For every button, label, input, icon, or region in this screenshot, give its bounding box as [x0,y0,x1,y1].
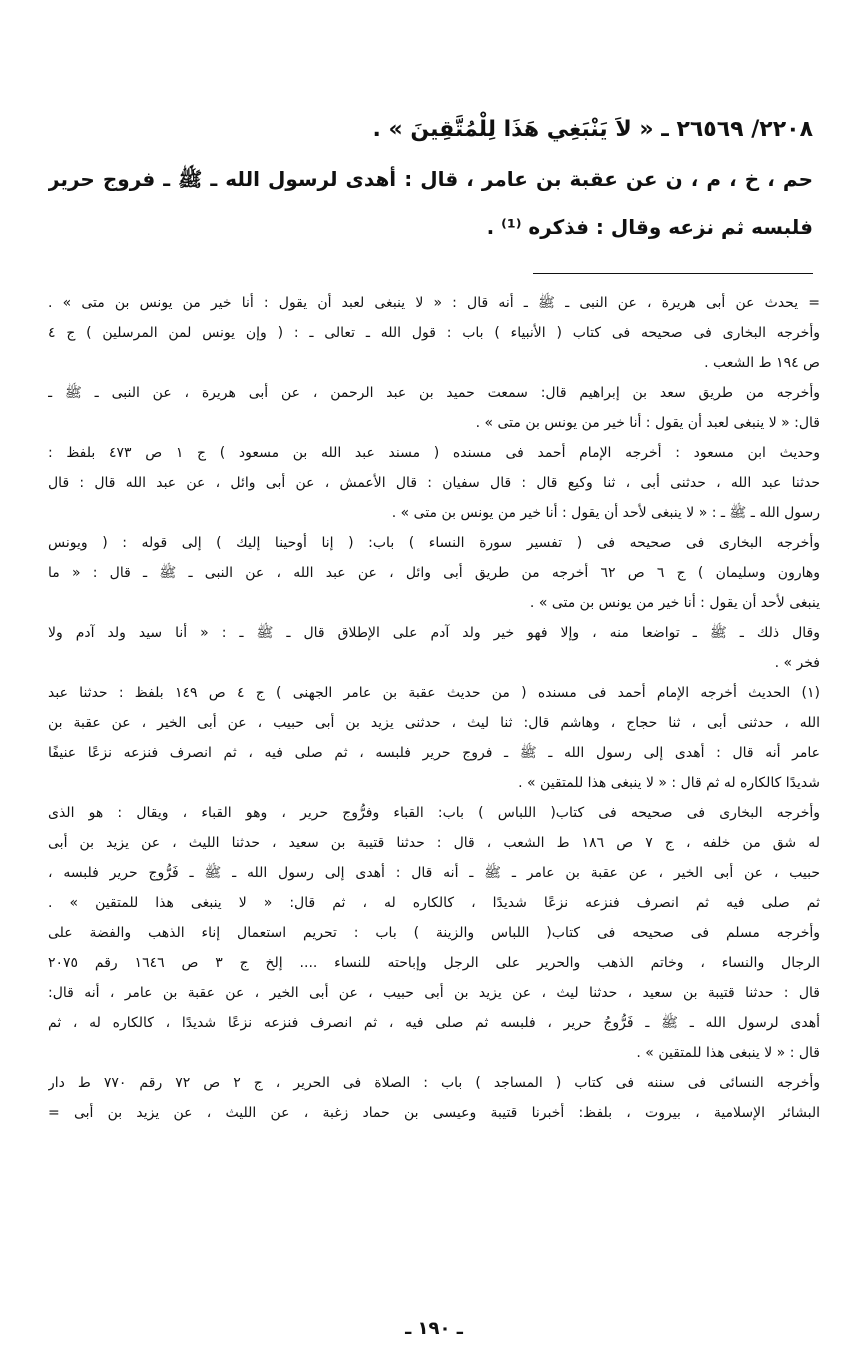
footnote-line: فخر » . [774,655,820,671]
footnote-line: حدثنا عبد الله ، حدثنى أبى ، ثنا وكيع قال : قال سفيان : قال الأعمش ، عن أبى وائل ، عن عبد الله قال : قال [48,475,820,491]
footnote-line: وحديث ابن مسعود : أخرجه الإمام أحمد فى مسنده ( مسند عبد الله بن مسعود ) ج ١ ص ٤٧٣ بلفظ : [48,445,820,461]
hadith-line: حم ، خ ، م ، ن عن عقبة بن عامر ، قال : أهدى لرسول الله ـ ﷺ ـ فروج حرير [48,167,813,191]
footnote-line: قال: « لا ينبغى لعبد أن يقول : أنا خير من يونس بن متى » . [475,415,820,431]
hadith-heading: ٢٢٠٨/ ٢٦٥٦٩ ـ « لاَ يَنْبَغِي هَذَا لِلْمُتَّقِينَ » . [372,117,813,142]
footnote-line: شديدًا كالكاره له ثم قال : « لا ينبغى هذا للمتقين » . [518,775,820,791]
footnote-line: وقال ذلك ـ ﷺ ـ تواضعا منه ، وإلا فهو خير ولد آدم على الإطلاق قال ـ ﷺ ـ : « أنا سيد ولد آدم ولا [48,625,820,641]
footnote-line: = يحدث عن أبى هريرة ، عن النبى ـ ﷺ ـ أنه قال : « لا ينبغى لعبد أن يقول : أنا خير من يونس بن متى » . [48,295,820,311]
footnote-line: الله ، حدثنى أبى ، ثنا حجاج ، وهاشم قال: ثنا ليث ، حدثنى يزيد بن أبى حبيب ، عن أبى الخير ، عن عقبة بن [48,715,820,731]
footnote-line: وأخرجه النسائى فى سننه فى كتاب ( المساجد ) باب : الصلاة فى الحرير ، ج ٢ ص ٧٢ رقم ٧٧٠ ط دار [48,1075,820,1091]
footnote-line: أهدى لرسول الله ـ ﷺ ـ فَرُّوجُ حرير ، فلبسه ثم صلى فيه ، ثم انصرف فنزعه نزعًا شديدًا ، كالكاره له ، ثم [48,1015,820,1031]
footnote-line: وهارون وسليمان ) ج ٦ ص ٦٢ أخرجه من طريق أبى وائل ، عن عبد الله ، عن النبى ـ ﷺ ـ قال : « ما [48,565,820,581]
footnote-line: رسول الله ـ ﷺ ـ : « لا ينبغى لأحد أن يقول : أنا خير من يونس بن متى » . [391,505,820,521]
footnote-line: وأخرجه مسلم فى صحيحه فى كتاب( اللباس والزينة ) باب : تحريم استعمال إناء الذهب والفضة على [48,925,820,941]
footnote-line: البشائر الإسلامية ، بيروت ، بلفظ: أخبرنا قتيبة وعيسى بن حماد زغبة ، عن الليث ، عن يزيد بن أبى = [48,1105,820,1121]
page-number: ـ ١٩٠ ـ [405,1318,463,1339]
footnote-line: قال : « لا ينبغى هذا للمتقين » . [636,1045,820,1061]
footnote-line: الرجال والنساء ، وخاتم الذهب والحرير على الرجل وإباحته للنساء .... إلخ ج ٣ ص ١٦٤٦ رقم ٢٠٧٥ [48,955,820,971]
footnote-line: ص ١٩٤ ط الشعب . [704,355,820,371]
footnote-line: حبيب ، عن أبى الخير ، عن عقبة بن عامر ـ ﷺ ـ أنه قال : أهدى إلى رسول الله ـ ﷺ ـ فَرُّوج حرير فلبسه ، [48,865,820,881]
footnote-line: ينبغى لأحد أن يقول : أنا خير من يونس بن متى » . [529,595,820,611]
footnote-line: وأخرجه البخارى فى صحيحه فى كتاب( اللباس ) باب: القباء وفرُّوج حرير ، وهو القباء ، ويقال : هو الذى [48,805,820,821]
footnote-line: (١) الحديث أخرجه الإمام أحمد فى مسنده ( من حديث عقبة بن عامر الجهنى ) ج ٤ ص ١٤٩ بلفظ : حدثنا عبد [48,685,820,701]
footnote-line: وأخرجه البخارى فى صحيحه فى ( تفسير سورة النساء ) باب: ( إنا أوحينا إليك ) إلى قوله : ( ويونس [48,535,820,551]
footnote-line: له شق من خلفه ، ج ٧ ص ١٨٦ ط الشعب ، قال : حدثنا قتيبة بن سعيد ، حدثنا الليث ، عن يزيد بن أبى [48,835,820,851]
footnotes [48,288,820,1128]
footnote-line: قال : حدثنا قتيبة بن سعيد ، حدثنا ليث ، عن يزيد بن أبى حبيب ، عن أبى الخير ، عن عقبة بن عامر ، أنه قال: [48,985,820,1001]
hadith-line: فلبسه ثم نزعه وقال : فذكره ⁽¹⁾ . [486,215,813,239]
footnote-line: ثم صلى فيه ثم انصرف فنزعه نزعًا شديدًا ، كالكاره له ، ثم قال: « لا ينبغى هذا للمتقين » . [48,895,820,911]
hadith-text [48,155,813,251]
footnote-separator [533,273,813,274]
footnote-line: وأخرجه البخارى فى صحيحه فى كتاب ( الأنبياء ) باب : قول الله ـ تعالى ـ : ( وإن يونس لمن المرسلين ) ج ٤ [48,325,820,341]
footnote-line: عامر أنه قال : أهدى إلى رسول الله ـ ﷺ ـ فروج حرير فلبسه ، ثم صلى فيه ، ثم انصرف فنزعه نزعًا عنيفًا [48,745,820,761]
footnote-line: وأخرجه من طريق سعد بن إبراهيم قال: سمعت حميد بن عبد الرحمن ، عن أبى هريرة ، عن النبى ـ ﷺ ـ [48,385,820,401]
